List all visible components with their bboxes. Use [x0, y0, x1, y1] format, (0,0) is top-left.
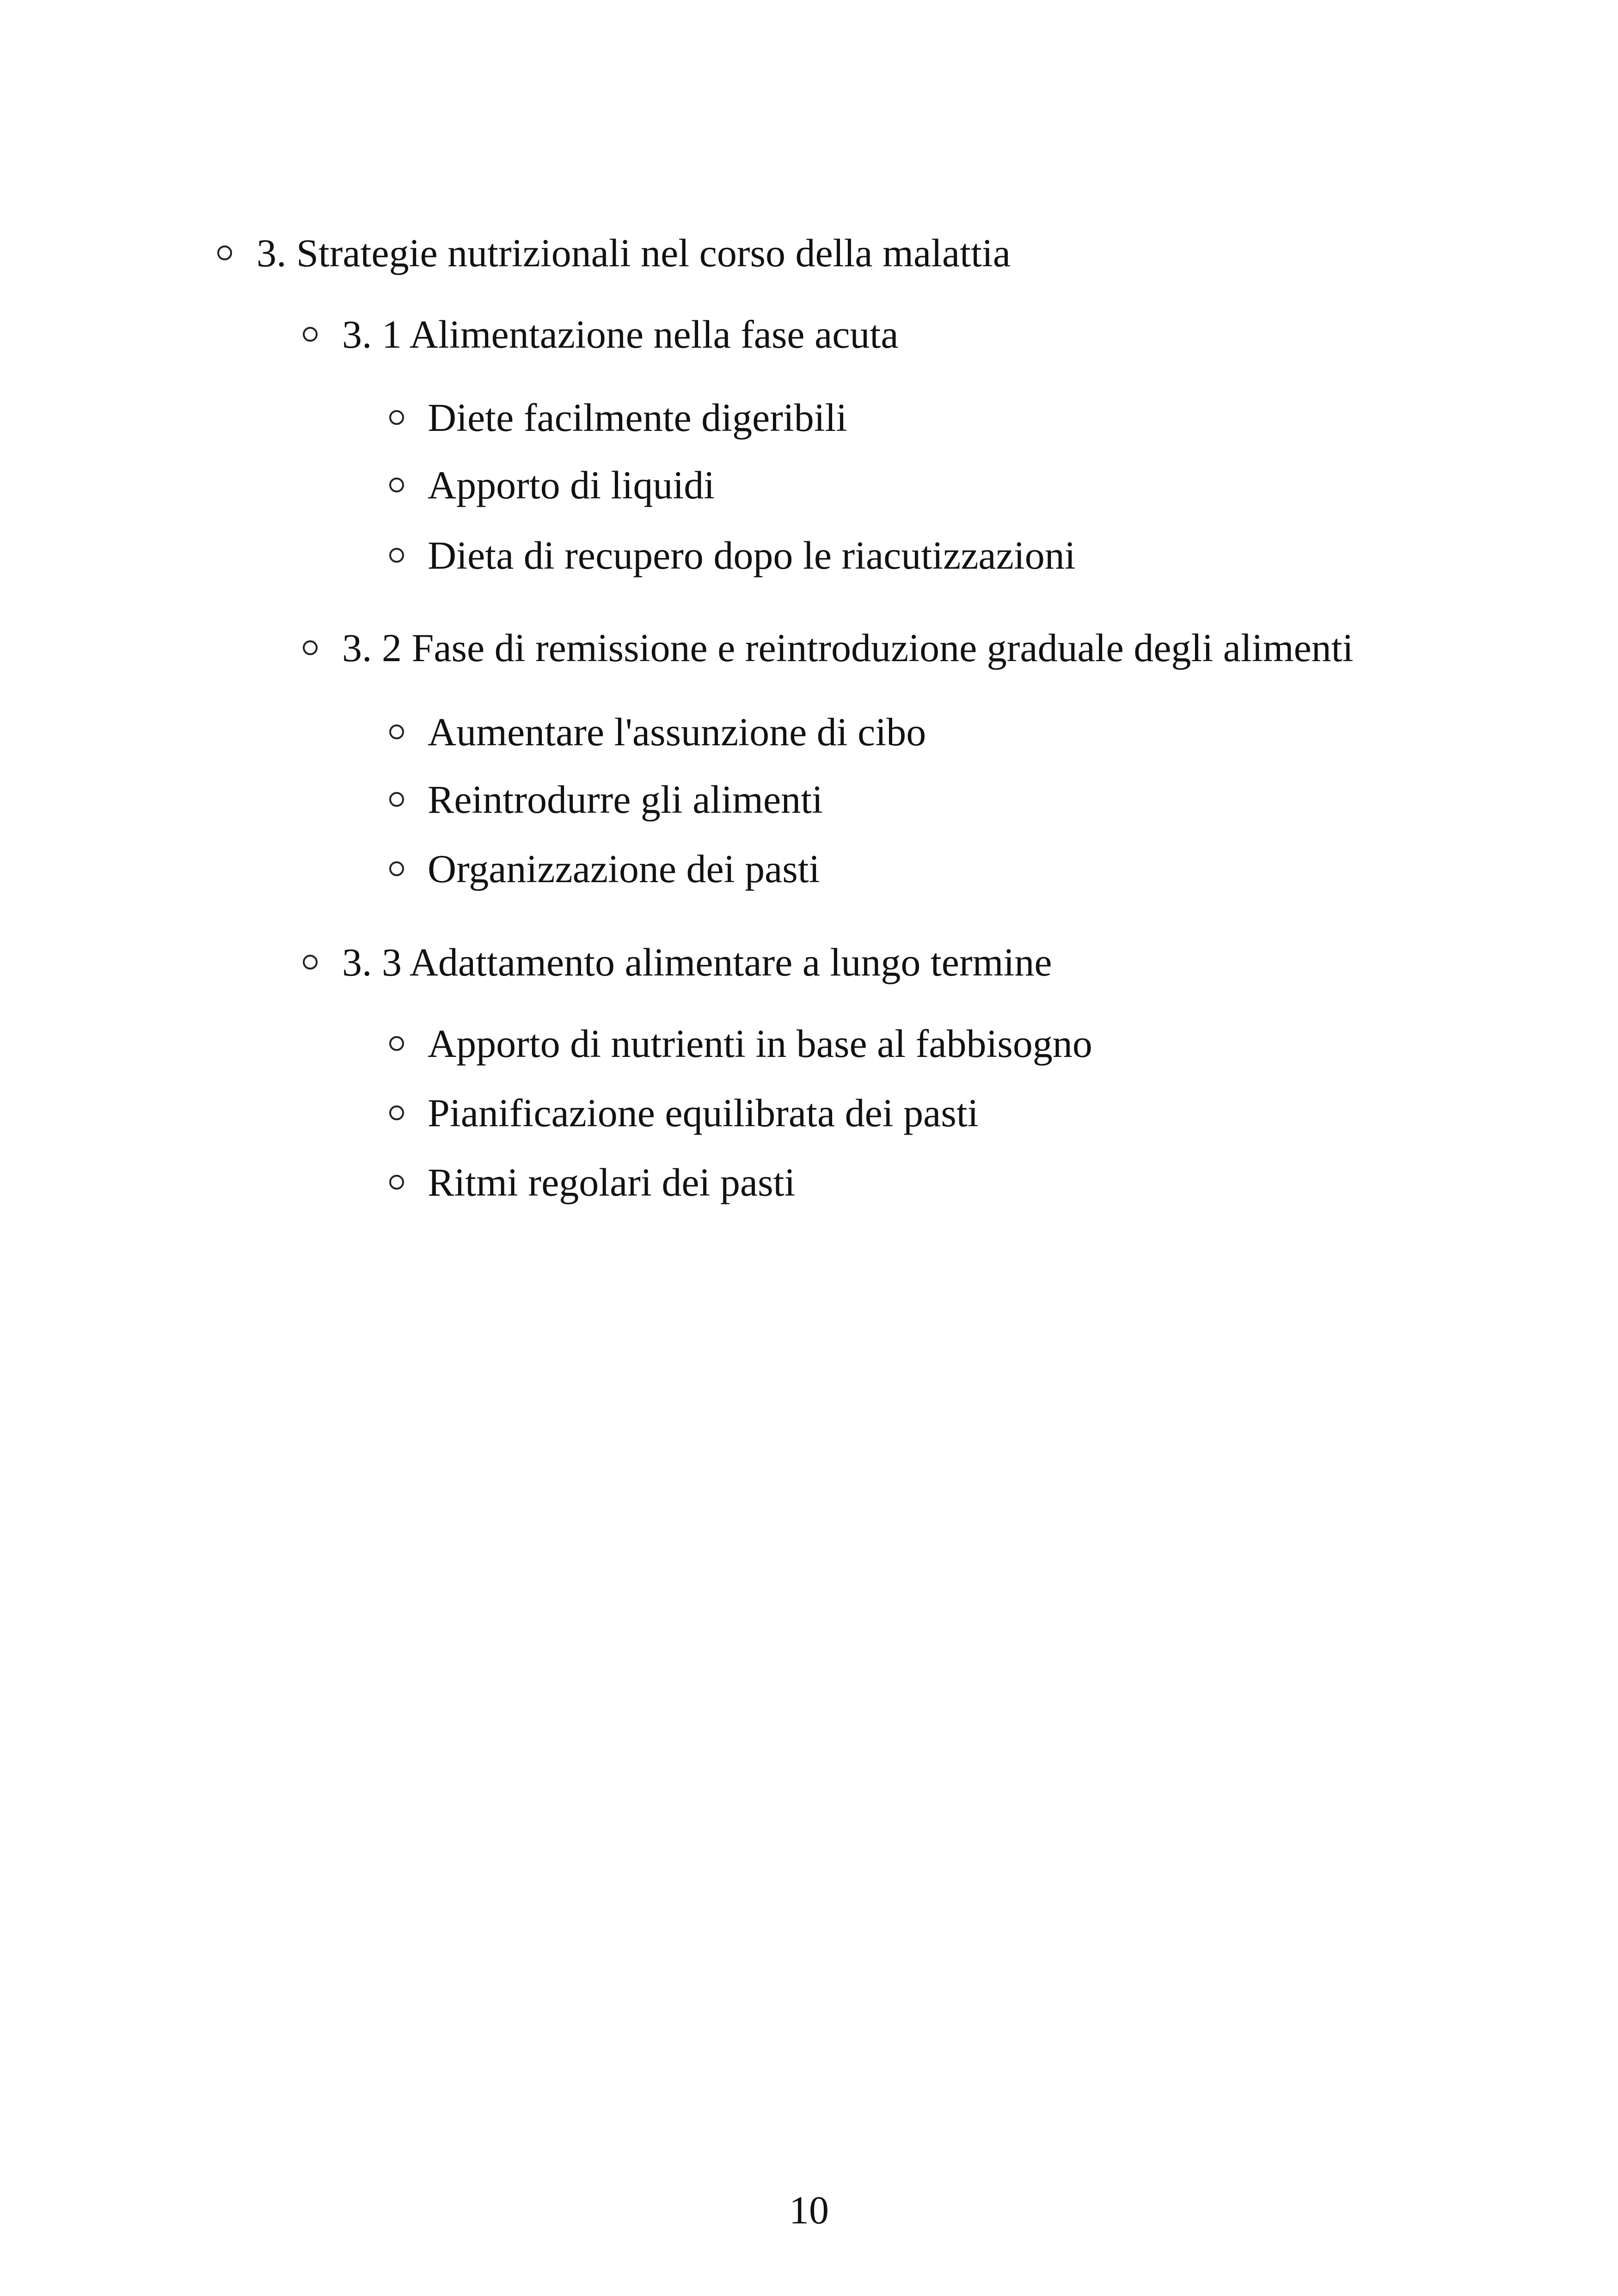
outline-item: Diete facilmente digeribili [428, 395, 847, 440]
circle-bullet-icon [389, 1105, 404, 1120]
circle-bullet-icon [389, 410, 404, 425]
circle-bullet-icon [389, 1036, 404, 1051]
circle-bullet-icon [389, 548, 404, 563]
page-number: 10 [789, 2188, 829, 2232]
outline-subheading-3-2: 3. 2 Fase di remissione e reintroduzione graduale degli alimenti [342, 626, 1354, 670]
circle-bullet-icon [389, 1175, 404, 1190]
outline-item: Apporto di liquidi [428, 463, 715, 507]
circle-bullet-icon [217, 246, 232, 260]
outline-item: Apporto di nutrienti in base al fabbisogno [428, 1021, 1092, 1066]
outline-subheading-3-3: 3. 3 Adattamento alimentare a lungo termine [342, 940, 1052, 984]
circle-bullet-icon [303, 327, 318, 342]
circle-bullet-icon [389, 861, 404, 876]
outline-item: Organizzazione dei pasti [428, 847, 820, 891]
outline-heading-3: 3. Strategie nutrizionali nel corso della malattia [257, 231, 1011, 275]
outline-item: Pianificazione equilibrata dei pasti [428, 1091, 979, 1135]
outline-item: Ritmi regolari dei pasti [428, 1160, 796, 1204]
outline-item: Reintrodurre gli alimenti [428, 777, 823, 822]
circle-bullet-icon [389, 792, 404, 807]
circle-bullet-icon [389, 478, 404, 492]
circle-bullet-icon [303, 640, 318, 655]
outline-item: Dieta di recupero dopo le riacutizzazioni [428, 533, 1076, 577]
outline-subheading-3-1: 3. 1 Alimentazione nella fase acuta [342, 312, 899, 356]
outline-item: Aumentare l'assunzione di cibo [428, 710, 926, 754]
circle-bullet-icon [389, 724, 404, 739]
circle-bullet-icon [303, 955, 318, 970]
